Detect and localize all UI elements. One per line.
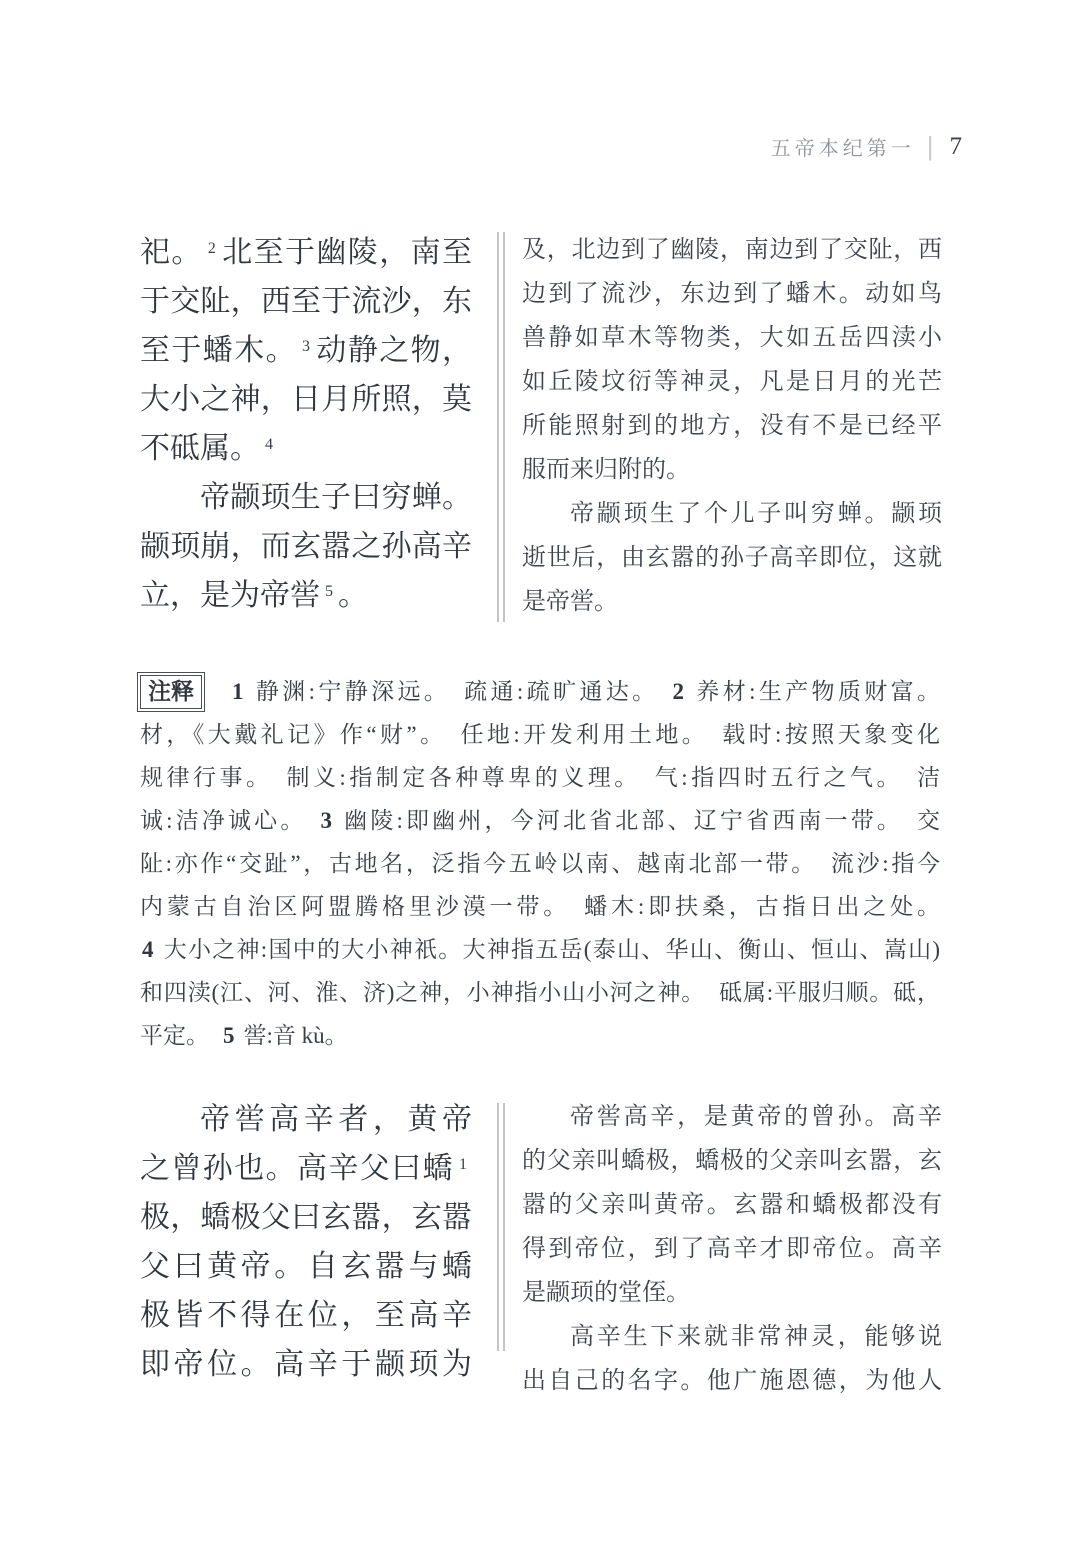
classical-line: [140, 277, 472, 326]
translation-column: [522, 228, 942, 624]
classical-line: [140, 571, 472, 620]
note-text: 气:指四时五行之气。: [654, 765, 904, 790]
translation-line: 是颛顼的堂侄。: [522, 1280, 690, 1306]
text-segment: 父曰黄帝。自玄嚣与蟜: [140, 1250, 472, 1283]
text-segment: 颛顼崩，而玄嚣之孙高辛: [140, 530, 472, 563]
note-text: 蟠木:即扶桑，古指日出之处。: [584, 894, 941, 919]
text-segment: 。: [338, 579, 368, 612]
note-text: 疏通:疏旷通达。: [464, 679, 659, 704]
translation-line: 帝喾高辛，是黄帝的曾孙。高辛: [570, 1104, 942, 1130]
translation-line: 如丘陵坟衍等神灵，凡是日月的光芒: [522, 369, 942, 395]
footnote-ref: 4: [265, 436, 273, 453]
note-text: 制义:指制定各种尊卑的义理。: [286, 765, 641, 790]
note-line: [140, 756, 940, 799]
text-segment: 之曾孙也。高辛父曰蟜: [140, 1152, 454, 1185]
translation-line: 及，北边到了幽陵，南边到了交阯，西: [522, 237, 942, 263]
text-segment: 极皆不得在位，至高辛: [140, 1299, 472, 1332]
note-text: 内蒙古自治区阿盟腾格里沙漠一带。: [140, 894, 571, 919]
translation-line: 的父亲叫蟜极，蟜极的父亲叫玄嚣，玄: [522, 1148, 942, 1174]
text-segment: 不砥属。: [140, 432, 260, 465]
classical-line: [140, 1095, 472, 1144]
note-text: 和四渎(江、河、淮、济)之神，小神指小山小河之神。: [140, 980, 706, 1005]
note-line: [140, 1014, 940, 1057]
classical-column: [140, 1095, 472, 1389]
text-segment: 帝颛顼生子曰穷蝉。: [200, 481, 472, 514]
note-text: 养材:生产物质财富。: [692, 679, 941, 704]
note-text: 材，《大戴礼记》作“财”。: [140, 722, 447, 747]
top-section: [140, 228, 942, 624]
classical-line: [140, 326, 472, 375]
classical-line: [140, 375, 472, 424]
note-text: 砥属:平服归顺。砥，: [719, 980, 941, 1005]
text-segment: 大小之神，日月所照，莫: [140, 383, 472, 416]
column-divider: [497, 1103, 505, 1351]
page-number: 7: [949, 132, 962, 160]
chapter-title: 五帝本纪第一: [770, 138, 915, 160]
note-text: 静渊:宁静深远。: [252, 679, 451, 704]
classical-column: [140, 228, 472, 620]
note-line: [140, 928, 940, 971]
notes-section: [140, 670, 940, 1057]
translation-line: 兽静如草木等物类，大如五岳四渎小: [522, 325, 942, 351]
translation-line: 高辛生下来就非常神灵，能够说: [570, 1324, 942, 1350]
translation-line: 嚣的父亲叫黄帝。玄嚣和蟜极都没有: [522, 1192, 942, 1218]
note-text: 平定。: [140, 1023, 209, 1048]
note-text: 诚:洁净诚心。: [140, 808, 307, 833]
classical-line: [140, 522, 472, 571]
note-number: 1: [232, 679, 244, 704]
text-segment: 北至于幽陵，南至: [220, 236, 473, 269]
notes-label: 注释: [140, 675, 202, 709]
note-text: 阯:亦作“交趾”，古地名，泛指今五岭以南、越南北部一带。: [140, 851, 817, 876]
note-text: 规律行事。: [140, 765, 273, 790]
translation-line: 逝世后，由玄嚣的孙子高辛即位，这就: [522, 545, 942, 571]
bottom-section: [140, 1095, 942, 1403]
translation-column: [522, 1095, 942, 1403]
text-segment: 至于蟠木。: [140, 334, 297, 367]
classical-line: [140, 473, 472, 522]
footnote-ref: 3: [302, 338, 310, 355]
note-text: 喾:音 kù。: [243, 1023, 348, 1048]
classical-line: [140, 1144, 472, 1193]
note-line: [140, 842, 940, 885]
translation-line: 是帝喾。: [522, 589, 618, 615]
column-divider: [497, 232, 505, 622]
footnote-ref: 1: [459, 1156, 467, 1173]
note-text: 洁: [917, 765, 941, 790]
translation-line: 帝颛顼生了个儿子叫穷蝉。颛顼: [570, 501, 942, 527]
note-number: 3: [320, 808, 332, 833]
note-text: 载时:按照天象变化: [722, 722, 941, 747]
note-text: 幽陵:即幽州，今河北省北部、辽宁省西南一带。: [341, 808, 904, 833]
header-divider: |: [926, 131, 934, 161]
classical-line: [140, 1340, 472, 1389]
page-header: [771, 131, 962, 162]
text-segment: 即帝位。高辛于颛顼为: [140, 1348, 472, 1381]
note-line: [140, 971, 940, 1014]
note-line: [140, 885, 940, 928]
note-text: 任地:开发利用土地。: [460, 722, 709, 747]
note-number: 2: [672, 679, 684, 704]
translation-line: 边到了流沙，东边到了蟠木。动如鸟: [522, 281, 942, 307]
text-segment: 立，是为帝喾: [140, 579, 320, 612]
classical-line: [140, 424, 472, 473]
text-segment: 于交阯，西至于流沙，东: [140, 285, 472, 318]
translation-line: 服而来归附的。: [522, 457, 690, 483]
note-line: [140, 713, 940, 756]
text-segment: 极，蟜极父曰玄嚣，玄嚣: [140, 1201, 472, 1234]
footnote-ref: 2: [207, 240, 216, 257]
translation-line: 所能照射到的地方，没有不是已经平: [522, 413, 942, 439]
classical-line: [140, 1193, 472, 1242]
note-number: 4: [142, 937, 154, 962]
translation-line: 出自己的名字。他广施恩德，为他人: [522, 1368, 942, 1394]
note-number: 5: [223, 1023, 235, 1048]
note-text: 大小之神:国中的大小神祇。大神指五岳(泰山、华山、衡山、恒山、嵩山): [162, 937, 940, 962]
classical-line: [140, 1291, 472, 1340]
classical-line: [140, 1242, 472, 1291]
text-segment: 帝喾高辛者，黄帝: [200, 1103, 472, 1136]
classical-line: [140, 228, 472, 277]
note-line: [140, 670, 940, 713]
translation-line: 得到帝位，到了高辛才即帝位。高辛: [522, 1236, 942, 1262]
note-text: 流沙:指今: [830, 851, 941, 876]
text-segment: 动静之物，: [315, 334, 472, 367]
note-text: 交: [917, 808, 941, 833]
footnote-ref: 5: [325, 583, 333, 600]
text-segment: 祀。: [140, 236, 203, 269]
note-line: [140, 799, 940, 842]
